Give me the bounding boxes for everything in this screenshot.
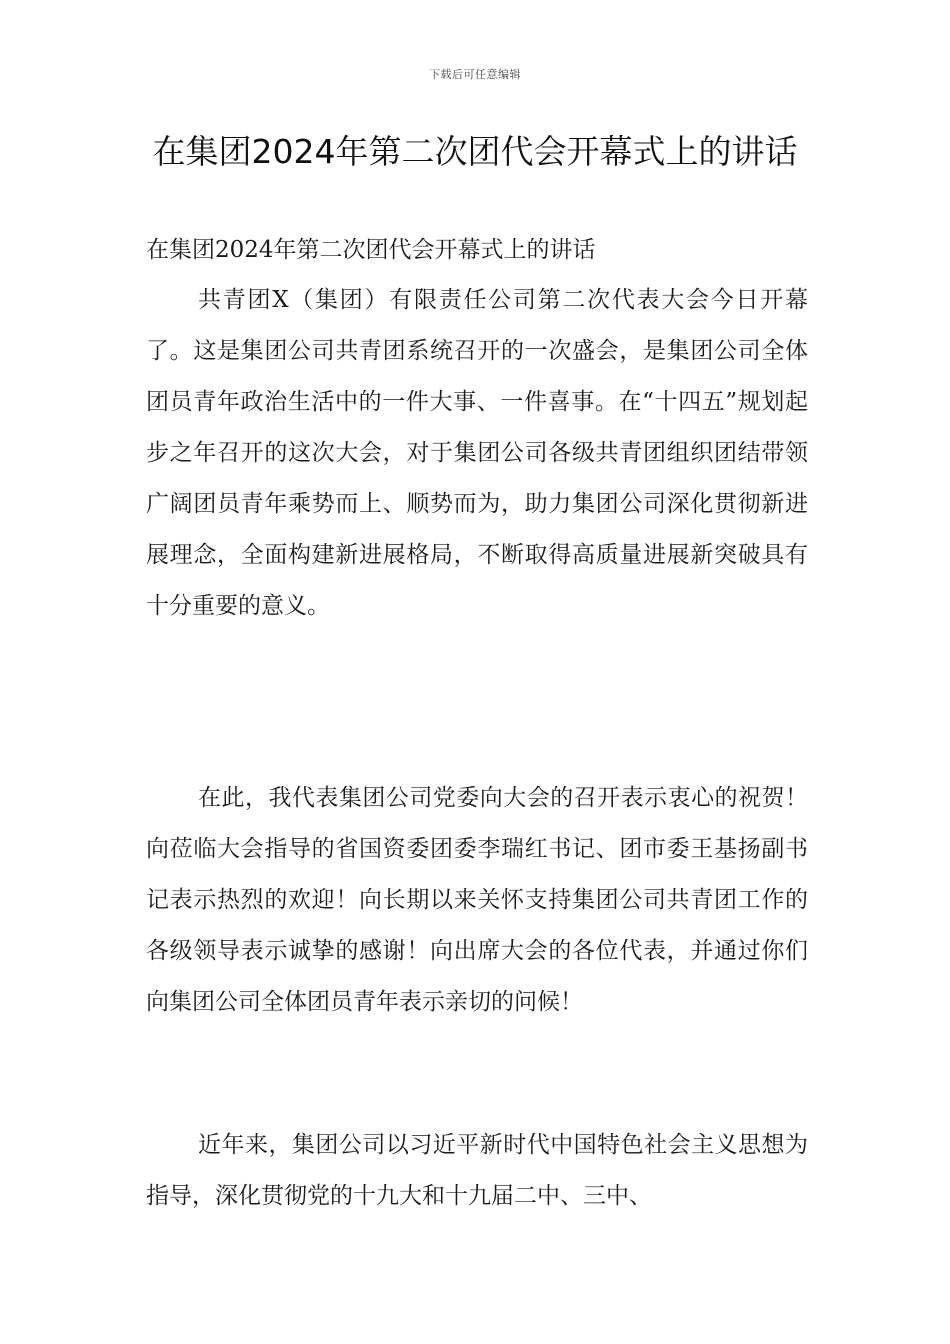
document-subtitle: 在集团2024年第二次团代会开幕式上的讲话: [146, 237, 596, 263]
document-title: 在集团2024年第二次团代会开幕式上的讲话: [152, 132, 798, 171]
header-note: 下载后可任意编辑: [429, 68, 521, 81]
paragraph-recent-years: 近年来，集团公司以习近平新时代中国特色社会主义思想为指导，深化贯彻党的十九大和十九届二中、三中、: [146, 1132, 808, 1209]
paragraph-greetings: 在此，我代表集团公司党委向大会的召开表示衷心的祝贺！向莅临大会指导的省国资委团委李瑞红书记、团市委王基扬副书记表示热烈的欢迎！向长期以来关怀支持集团公司共青团工作的各级领导表示诚挚的感谢！向出席大会的各位代表，并通过你们向集团公司全体团员青年表示亲切的问候！: [146, 785, 808, 1015]
paragraph-opening: 共青团X（集团）有限责任公司第二次代表大会今日开幕了。这是集团公司共青团系统召开的一次盛会，是集团公司全体团员青年政治生活中的一件大事、一件喜事。在“十四五”规划起步之年召开的这次大会，对于集团公司各级共青团组织团结带领广阔团员青年乘势而上、顺势而为，助力集团公司深化贯彻新进展理念，全面构建新进展格局，不断取得高质量进展新突破具有十分重要的意义。: [146, 287, 808, 619]
